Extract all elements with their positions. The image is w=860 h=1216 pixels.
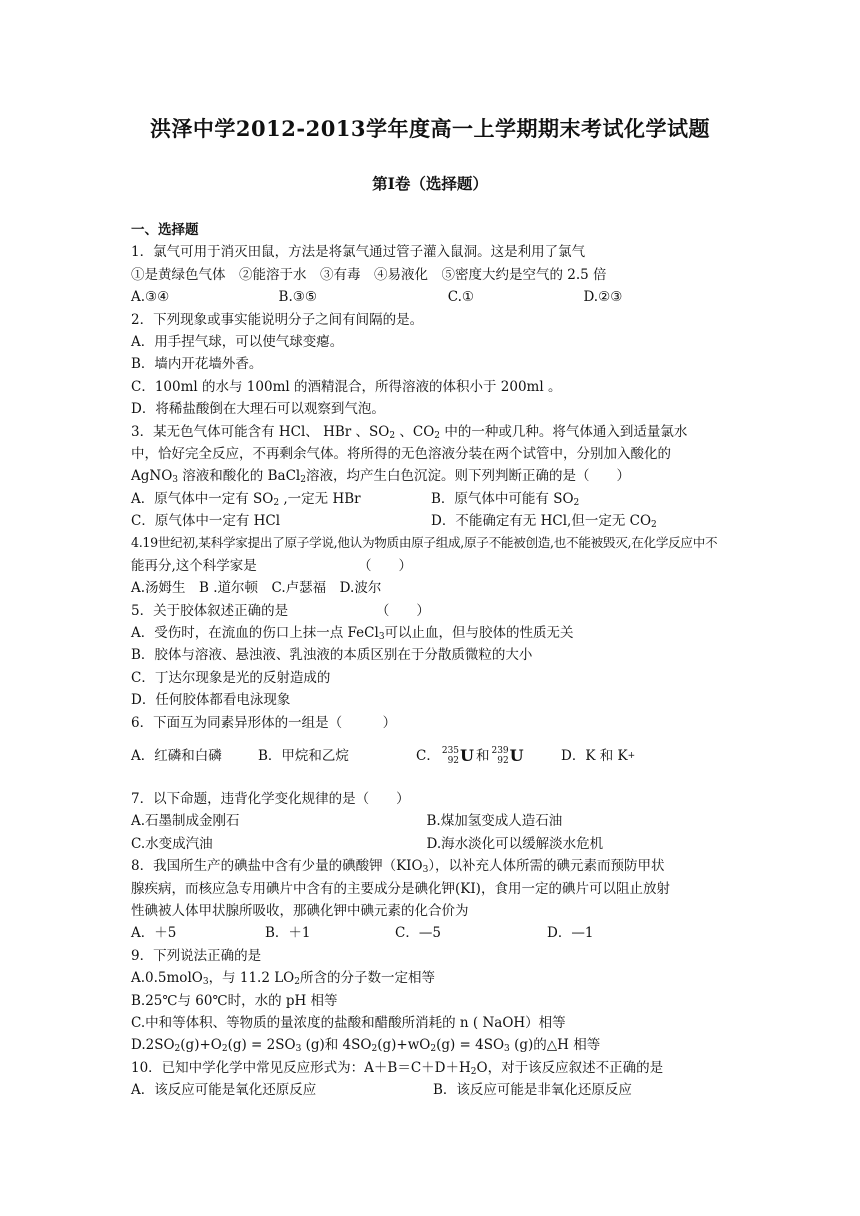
q3-stem-line3: AgNO$_3$ 溶液和酸化的 BaCl$_2$溶液，均产生白色沉淀。则下列判断正确的是（ ） (131, 468, 630, 486)
q1-stem: 1．氯气可用于消灭田鼠，方法是将氯气通过管子灌入鼠洞。这是利用了氯气 (131, 244, 586, 261)
q10-option-a: A．该反应可能是氧化还原反应 (131, 1082, 317, 1099)
q2-option-d: D．将稀盐酸倒在大理石可以观察到气泡。 (131, 401, 385, 418)
q3-option-c: C．原气体中一定有 HCl (131, 513, 281, 530)
q2-option-c: C．100ml 的水与 100ml 的酒精混合，所得溶液的体积小于 200ml 。 (131, 378, 562, 395)
q7-option-b: B.煤加氢变成人造石油 (426, 813, 563, 830)
q8-option-a: A．＋5 (131, 925, 177, 942)
q7-options-cd (131, 833, 731, 855)
q5-option-a: A．受伤时，在流血的伤口上抹一点 FeCl$_3$可以止血，但与胶体的性质无关 (131, 625, 574, 643)
q3-options-ab (131, 488, 731, 510)
q5-option-b: B．胶体与溶液、悬浊液、乳浊液的本质区别在于分散质微粒的大小 (131, 647, 533, 664)
q8-options (131, 922, 731, 944)
q5-option-c: C．丁达尔现象是光的反射造成的 (131, 669, 331, 686)
q9-option-a: A.0.5molO$_3$，与 11.2 $LO_2$所含的分子数一定相等 (131, 970, 435, 988)
q8-option-c: C．—5 (395, 925, 441, 942)
q6-option-a: A．红磷和白磷 (131, 747, 222, 764)
question-list (131, 219, 731, 1101)
q1-option-c: C.① (447, 289, 474, 306)
q6-stem: 6．下面互为同素异形体的一组是（ ） (131, 714, 397, 731)
q8-stem-line1: 8．我国所生产的碘盐中含有少量的碘酸钾$(KIO_3)$，以补充人体所需的碘元素而预防甲状 (131, 858, 665, 876)
q3-option-a: A．原气体中一定有 $SO_2$ ,一定无 HBr (131, 490, 361, 508)
q3-stem-line1: 3．某无色气体可能含有 HCl、 HBr 、$SO_2$ 、$CO_2$ 中的一种或几种。将气体通入到适量氯水 (131, 423, 688, 441)
q6-options (131, 734, 731, 778)
q7-option-a: A.石墨制成金刚石 (131, 813, 240, 830)
q2-option-b: B．墙内开花墙外香。 (131, 356, 263, 373)
q5-stem: 5．关于胶体叙述正确的是 （ ） (131, 602, 430, 619)
q6-option-b: B．甲烷和乙烷 (258, 747, 349, 764)
q4-stem-line2: 能再分,这个科学家是 （ ） (131, 557, 413, 574)
q1-option-a: A.③④ (131, 289, 170, 306)
q9-stem: 9．下列说法正确的是 (131, 947, 262, 964)
q3-option-d: D．不能确定有无 HCl,但一定无 $CO_2$ (431, 513, 657, 531)
q2-stem: 2．下列现象或事实能说明分子之间有间隔的是。 (131, 311, 424, 328)
q1-option-b: B.③⑤ (278, 289, 317, 306)
q7-stem: 7．以下命题，违背化学变化规律的是（ ） (131, 790, 410, 807)
q4-options: A.汤姆生 B .道尔顿 C.卢瑟福 D.波尔 (131, 580, 382, 597)
uranium-235-notation: 235 92 U (441, 745, 474, 766)
q8-option-b: B．＋1 (265, 925, 311, 942)
q1-properties: ①是黄绿色气体 ②能溶于水 ③有毒 ④易液化 ⑤密度大约是空气的 2.5 倍 (131, 266, 607, 283)
q6-option-d: D．K 和 K + (561, 747, 636, 764)
q6-option-c: C． 235 92 U 和 239 92 U (416, 734, 561, 778)
q3-options-cd (131, 510, 731, 532)
q8-option-d: D．—1 (547, 925, 594, 942)
q10-stem: 10．已知中学化学中常见反应形式为：$A+B=C+D+H_2O$，对于该反应叙述不正确的是 (131, 1059, 664, 1077)
q1-options (131, 286, 731, 308)
q9-option-b: B.25℃与 60℃时，水的 pH 相等 (131, 992, 338, 1009)
q10-option-b: B．该反应可能是非氧化还原反应 (432, 1082, 632, 1099)
q7-option-c: C.水变成汽油 (131, 835, 213, 852)
q5-option-d: D．任何胶体都看电泳现象 (131, 692, 291, 709)
q3-stem-line2: 中，恰好完全反应，不再剩余气体。将所得的无色溶液分装在两个试管中，分别加入酸化的 (131, 445, 671, 462)
q10-options-ab (131, 1079, 731, 1101)
q2-option-a: A．用手捏气球，可以使气球变瘪。 (131, 333, 344, 350)
part-heading: 一、选择题 (131, 222, 199, 238)
exam-title: 洪泽中学2012-2013学年度高一上学期期末考试化学试题 (149, 116, 711, 141)
q8-stem-line2: 腺疾病，而核应急专用碘片中含有的主要成分是碘化钾(KI)，食用一定的碘片可以阻止放射 (131, 880, 670, 897)
q9-option-c: C.中和等体积、等物质的量浓度的盐酸和醋酸所消耗的 n ( NaOH）相等 (131, 1014, 566, 1031)
q8-stem-line3: 性碘被人体甲状腺所吸收，那碘化钾中碘元素的化合价为 (131, 902, 469, 919)
section-heading: 第Ⅰ卷（选择题） (372, 174, 488, 193)
q9-option-d: $D.2SO_2(g)+O_2(g) = 2SO_3$ (g)和 $4SO_2(g)+wO_2(g) = 4SO_3$ (g)的△H 相等 (131, 1037, 601, 1055)
q1-option-d: D.②③ (583, 289, 623, 306)
q4-stem-line1: 4.19世纪初,某科学家提出了原子学说,他认为物质由原子组成,原子不能被创造,也不能被毁灭,在化学反应中不 (131, 535, 718, 551)
q7-option-d: D.海水淡化可以缓解淡水危机 (426, 835, 604, 852)
q3-option-b: B．原气体中可能有 $SO_2$ (431, 490, 580, 508)
q7-options-ab (131, 810, 731, 832)
uranium-239-notation: 239 92 U (491, 745, 524, 766)
